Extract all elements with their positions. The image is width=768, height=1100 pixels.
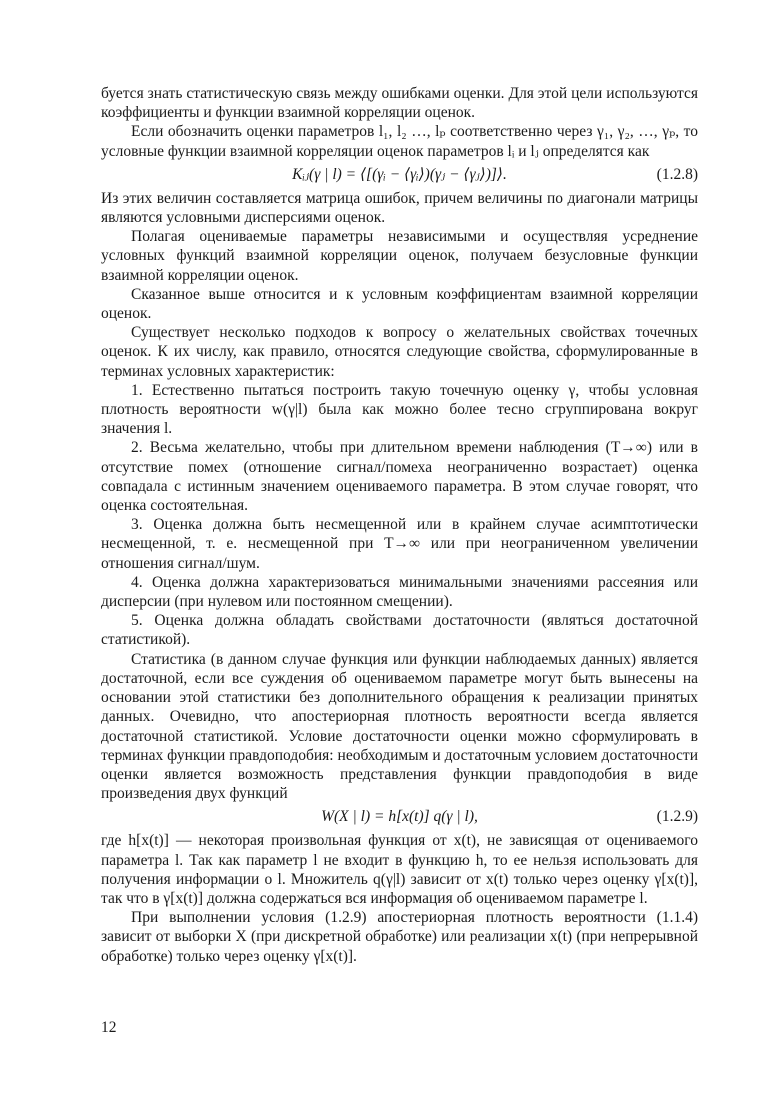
paragraph-1: буется знать статистическую связь между ошибками оценки. Для этой цели используются коэффициенты и функции взаимной корреляции оценок.: [101, 85, 698, 122]
paragraph-4: Полагая оцениваемые параметры независимыми и осуществляя усреднение условных функций взаимной корреляции оценок, получаем безусловные функции взаимной корреляции оценок.: [101, 228, 698, 284]
paragraph-6: Существует несколько подходов к вопросу о желательных свойствах точечных оценок. К их числу, как правило, относятся следующие свойства, сформулированные в терминах условных характеристик:: [101, 324, 698, 380]
equation-number: (1.2.8): [656, 165, 698, 183]
equation-number: (1.2.9): [656, 808, 698, 826]
page-number: 12: [101, 1019, 117, 1036]
list-item-5: 5. Оценка должна обладать свойствами достаточности (являться достаточной статистикой).: [101, 612, 698, 649]
paragraph-2: Если обозначить оценки параметров l₁, l₂ …, lₚ соответственно через γ₁, γ₂, …, γₚ, то условные функции взаимной корреляции оценок параметров lᵢ и lⱼ определятся как: [101, 123, 698, 160]
formula-expression: W(X | l) = h[x(t)] q(γ | l),: [321, 808, 478, 826]
paragraph-3: Из этих величин составляется матрица ошибок, причем величины по диагонали матрицы являются условными дисперсиями оценок.: [101, 189, 698, 227]
list-item-1: 1. Естественно пытаться построить такую точечную оценку γ, чтобы условная плотность вероятности w(γ|l) была как можно более тесно сгруппирована вокруг значения l.: [101, 381, 698, 438]
formula-expression: Kᵢⱼ(γ | l) = ⟨[(γᵢ − ⟨γᵢ⟩)(γⱼ − ⟨γⱼ⟩)]⟩.: [292, 165, 507, 183]
formula-1-2-9: [101, 806, 698, 827]
list-item-2: 2. Весьма желательно, чтобы при длительном времени наблюдения (T→∞) или в отсутствие помех (отношение сигнал/помеха неограниченно возрастает) оценка совпадала с истинным значением оцениваемого параметра. В этом случае говорят, что оценка состоятельная.: [101, 439, 698, 515]
formula-1-2-8: [101, 164, 698, 185]
paragraph-5: Сказанное выше относится и к условным коэффициентам взаимной корреляции оценок.: [101, 285, 698, 323]
paragraph-where: где h[x(t)] — некоторая произвольная функция от x(t), не зависящая от оцениваемого параметра l. Так как параметр l не входит в функцию h, то ее нельзя использовать для получения информации о l. Множитель q(γ|l) зависит от x(t) только через оценку γ[x(t)], так что в γ[x(t)] должна содержаться вся информация об оцениваемом параметре l.: [101, 832, 698, 907]
list-item-3: 3. Оценка должна быть несмещенной или в крайнем случае асимптотически несмещенной, т. е. несмещенной при T→∞ или при неограниченном увеличении отношения сигнал/шум.: [101, 516, 698, 572]
paragraph-statistics: Статистика (в данном случае функция или функции наблюдаемых данных) является достаточной, если все суждения об оцениваемом параметре могут быть вынесены на основании этой статистики без дополнительного обращения к реализации принятых данных. Очевидно, что апостериорная плотность вероятности всегда является достаточной статистикой. Условие достаточности оценки можно сформулировать в терминах функции правдоподобия: необходимым и достаточным условием достаточности оценки является возможность представления функции правдоподобия в виде произведения двух функций: [101, 650, 698, 803]
list-item-4: 4. Оценка должна характеризоваться минимальными значениями рассеяния или дисперсии (при нулевом или постоянном смещении).: [101, 573, 698, 611]
paragraph-final: При выполнении условия (1.2.9) апостериорная плотность вероятности (1.1.4) зависит от выборки X (при дискретной обработке) или реализации x(t) (при непрерывной обработке) только через оценку γ[x(t)].: [101, 909, 698, 965]
